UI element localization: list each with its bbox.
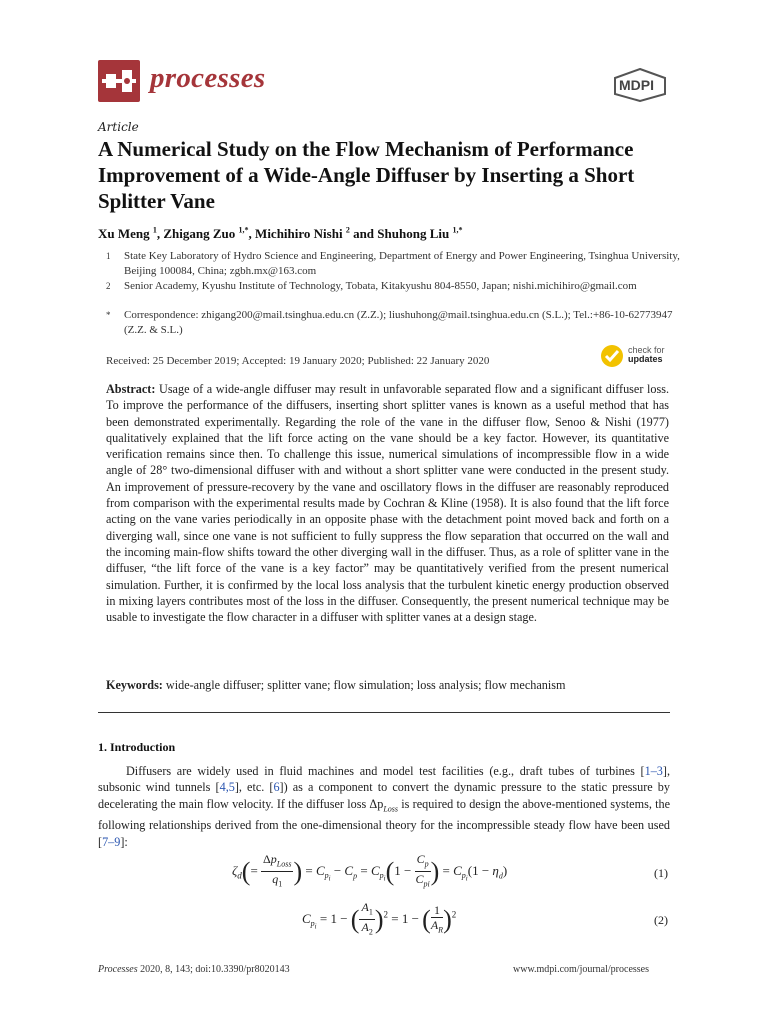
paragraph-text: Diffusers are widely used in fluid machines and model test facilities (e.g., draft tubes of turbines [ <box>126 764 645 778</box>
affiliation-text: Senior Academy, Kyushu Institute of Technology, Tobata, Kitakyushu 804-8550, Japan; nishi.michihiro@gmail.com <box>124 280 637 292</box>
equation-2: $C_{p_i} = 1$ − ( $\frac{A_1}{A_2}$ )$^2$ = 1 − ( $\frac{1}{A_R}$ )$^2$ <box>302 900 457 937</box>
affiliation-item <box>98 279 670 309</box>
publisher-name: MDPI <box>619 77 654 93</box>
publisher-logo[interactable] <box>612 68 668 102</box>
affiliation-mark: 2 <box>106 281 111 291</box>
citation-footer <box>98 964 290 975</box>
section-divider <box>98 712 670 713</box>
author-name: Zhigang Zuo <box>163 226 236 241</box>
abstract-text: Usage of a wide-angle diffuser may result in unfavorable separated flow and a significant diffuser loss. To improve the performance of the diffusers, inserting short splitter vanes is known as a useful method that has been demonstrated experimentally. Regarding the role of the vane in the diffuser flow, Senoo & Nishi (1977) qualitatively explained that the lift force acting on the vane should be a key factor. However, its quantitative verification remains since then. To challenge this issue, numerical simulations of incompressible flow in a wide angle of 28° two-dimensional diffuser with and without a short splitter vane were conducted in the present study. An improvement of pressure-recovery by the vane and oscillatory flows in the diffuser are reasonably reproduced from comparison with the experimental results made by Cochran & Kline (1958). It is also found that the lift force acting on the vane varies periodically in an opposite phase with the detachment point moved back and forth on a diverging wall, since one vane is not sufficient to fully suppress the flow separation that occurred on the wall and the incoming main-flow shifts toward the other diverging wall in the diffuser. Thus, as a role of splitter vane in the diffuser, “the lift force of the vane is a key factor” may be quantitatively verified from the present numerical simulation. Further, it is confirmed by the local loss analysis that the turbulent kinetic energy production observed in mixing layers contributes most of the loss in the diffuser. Consequently, the present numerical technique may be usable to investigate the flow character in a diffuser with splitter vanes at a design stage. <box>106 382 669 625</box>
keywords-text: wide-angle diffuser; splitter vane; flow simulation; loss analysis; flow mechanism <box>165 678 566 692</box>
journal-logo <box>98 60 140 102</box>
equation-number: (2) <box>654 913 668 927</box>
affiliation-mark: 1 <box>106 251 111 261</box>
citation-link[interactable]: 7–9 <box>102 834 121 849</box>
correspondence <box>98 308 673 338</box>
author-name: Michihiro Nishi <box>255 226 343 241</box>
paragraph-text: is required to design the above-mentioned systems, the following relationships derived from the one-dimensional theory for the incompressible steady flow have been used [ <box>98 796 670 849</box>
check-updates-label[interactable] <box>628 346 665 364</box>
author-name: Xu Meng <box>98 226 150 241</box>
author-affil-mark: 1,* <box>452 225 463 235</box>
affiliation-item <box>98 249 680 279</box>
check-updates-line2: updates <box>628 354 663 364</box>
affiliation-mark: * <box>106 310 111 320</box>
author-affil-mark: 2 <box>345 225 350 235</box>
author-list: Xu Meng $^1$, Zhigang Zuo $^{1,*}$, Michihiro Nishi $^2$ and Shuhong Liu $^{1,*}$ <box>98 225 463 241</box>
equation-number: (1) <box>654 866 668 880</box>
affiliation-text: State Key Laboratory of Hydro Science and Engineering, Department of Energy and Power Engineering, Tsinghua University, Beijing 100084, China; zgbh.mx@163.com <box>124 250 680 277</box>
paragraph-text: ]) as a component to convert the dynamic pressure to the static pressure by decelerating the main flow velocity. If the diffuser loss Δp <box>98 780 670 811</box>
processes-logo-icon <box>98 60 140 102</box>
journal-name[interactable]: processes <box>150 62 266 94</box>
affiliation-text: Correspondence: zhigang200@mail.tsinghua.edu.cn (Z.Z.); liushuhong@mail.tsinghua.edu.cn (S.L.); Tel.:+86-10-62773947 (Z.Z. & S.L.) <box>124 309 673 336</box>
footer-journal: Processes <box>98 964 138 975</box>
paper-title: A Numerical Study on the Flow Mechanism of Performance Improvement of a Wide-Angle Diffuser by Inserting a Short Splitter Vane <box>98 137 635 213</box>
author-affil-mark: 1,* <box>238 225 249 235</box>
journal-url[interactable]: www.mdpi.com/journal/processes <box>513 964 649 975</box>
subscript: Loss <box>383 804 399 814</box>
abstract-label: Abstract: <box>106 382 156 396</box>
citation-link[interactable]: 1–3 <box>644 764 663 778</box>
section-paragraph <box>98 763 670 850</box>
paragraph-text: ]: <box>120 834 128 849</box>
equation-1: $\zeta_d(=$ $\frac{\Delta p_{Loss}}{q_1}$ ) = $C_{p_i} - C_p = C_{p_i}(1$ − $\frac{C_p}{C_{pi}}$ ) = $C_{p_i}(1 - \eta_d)$ <box>232 852 508 889</box>
keywords-label: Keywords: <box>106 678 163 692</box>
abstract <box>106 381 669 625</box>
paragraph-text: ], subsonic wind tunnels [ <box>98 764 670 795</box>
keywords <box>106 678 669 693</box>
citation-link[interactable]: 6 <box>273 780 280 795</box>
footer-citation: 2020, 8, 143; doi:10.3390/pr8020143 <box>137 964 290 975</box>
article-type: Article <box>98 120 139 134</box>
citation-link[interactable]: 4,5 <box>219 780 235 795</box>
publication-dates: Received: 25 December 2019; Accepted: 19 January 2020; Published: 22 January 2020 <box>106 355 490 367</box>
author-name: Shuhong Liu <box>377 226 450 241</box>
section-heading: 1. Introduction <box>98 740 176 754</box>
check-updates-line1: check for <box>628 345 665 355</box>
check-updates-icon <box>600 344 624 368</box>
paragraph-text: ], etc. [ <box>234 780 274 795</box>
author-affil-mark: 1 <box>152 225 157 235</box>
